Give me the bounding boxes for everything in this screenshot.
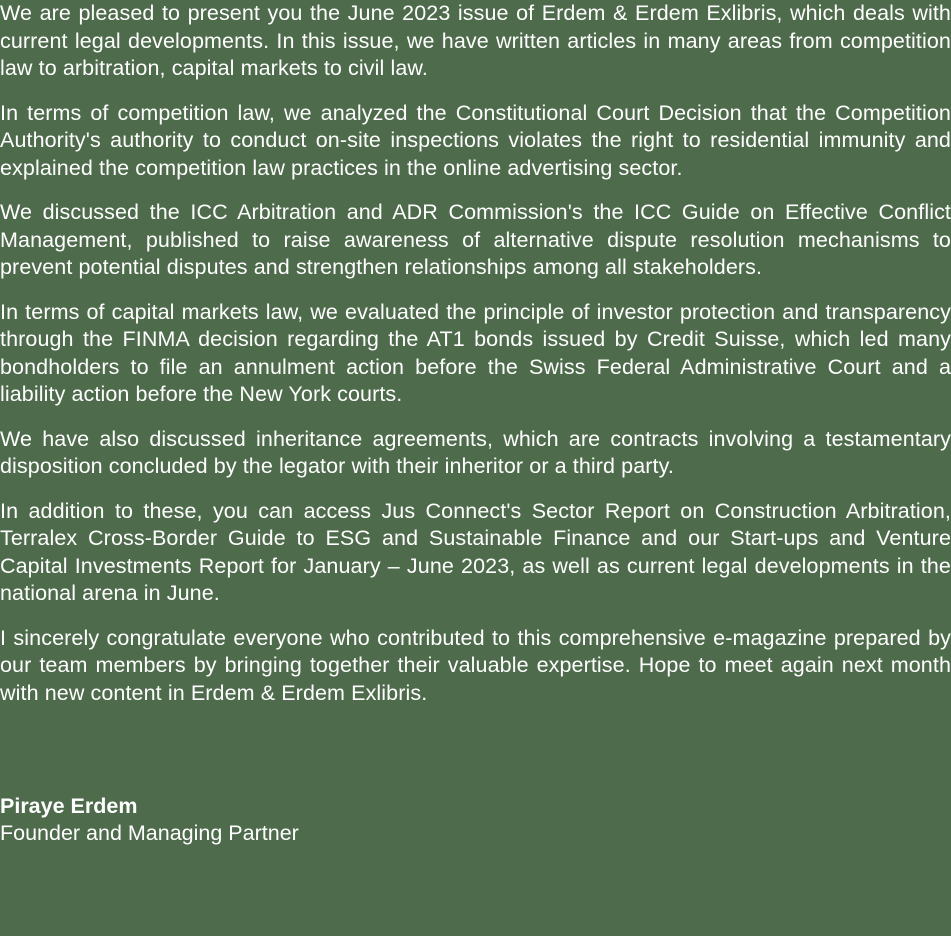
letter-paragraph: I sincerely congratulate everyone who contributed to this comprehensive e-magazine prepared by our team members by bringing together their valuable expertise. Hope to meet again next month with new content in Erdem & Erdem Exlibris. — [0, 625, 951, 705]
letter-paragraph: In addition to these, you can access Jus Connect's Sector Report on Construction Arbitration, Terralex Cross-Border Guide to ESG and Sustainable Finance and our Start-ups and Venture Capital Investments Report for January – June 2023, as well as current legal developments in the national arena in June. — [0, 498, 951, 605]
letter-paragraph: We have also discussed inheritance agreements, which are contracts involving a testamentary disposition concluded by the legator with their inheritor or a third party. — [0, 426, 951, 478]
letter-paragraph: We discussed the ICC Arbitration and ADR Commission's the ICC Guide on Effective Conflict Management, published to raise awareness of alternative dispute resolution mechanisms to prevent potential disputes and strengthen relationships among all stakeholders. — [0, 200, 951, 279]
letter-paragraph: We are pleased to present you the June 2023 issue of Erdem & Erdem Exlibris, which deals with current legal developments. In this issue, we have written articles in many areas from competition law to arbitration, capital markets to civil law. — [0, 1, 951, 80]
letter-paragraph: In terms of competition law, we analyzed the Constitutional Court Decision that the Competition Authority's authority to conduct on-site inspections violates the right to residential immunity and explained the competition law practices in the online advertising sector. — [0, 100, 951, 180]
signature-block — [0, 793, 951, 847]
letter-paragraph: In terms of capital markets law, we evaluated the principle of investor protection and transparency through the FINMA decision regarding the AT1 bonds issued by Credit Suisse, which led many bondholders to file an annulment action before the Swiss Federal Administrative Court and a liability action before the New York courts. — [0, 299, 951, 406]
signature-name: Piraye Erdem — [0, 794, 138, 818]
signature-title: Founder and Managing Partner — [0, 821, 299, 845]
